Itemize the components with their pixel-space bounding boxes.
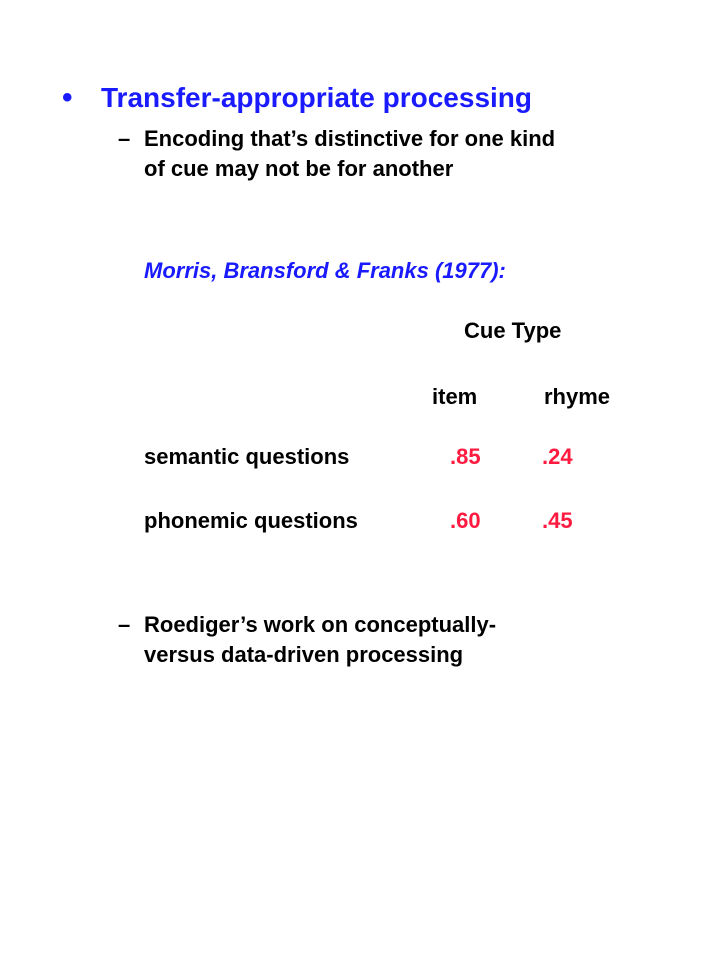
subpoint-line: of cue may not be for another [144,156,454,181]
citation: Morris, Bransford & Franks (1977): [144,258,506,283]
bullet-glyph: • [62,81,73,114]
subpoint-line: Encoding that’s distinctive for one kind [144,126,556,151]
column-header-item: item [432,384,478,409]
subpoint-dash: – [118,612,131,637]
row-label: semantic questions [144,444,350,469]
cell-value: .60 [450,508,481,533]
subpoint-line: versus data-driven processing [144,642,464,667]
subpoint-line: Roediger’s work on conceptually- [144,612,497,637]
row-label: phonemic questions [144,508,358,533]
slide-heading: Transfer-appropriate processing [101,82,533,113]
column-header-rhyme: rhyme [544,384,611,409]
cell-value: .24 [542,444,573,469]
table-title: Cue Type [464,318,562,343]
cell-value: .45 [542,508,573,533]
subpoint-dash: – [118,126,131,151]
cell-value: .85 [450,444,481,469]
